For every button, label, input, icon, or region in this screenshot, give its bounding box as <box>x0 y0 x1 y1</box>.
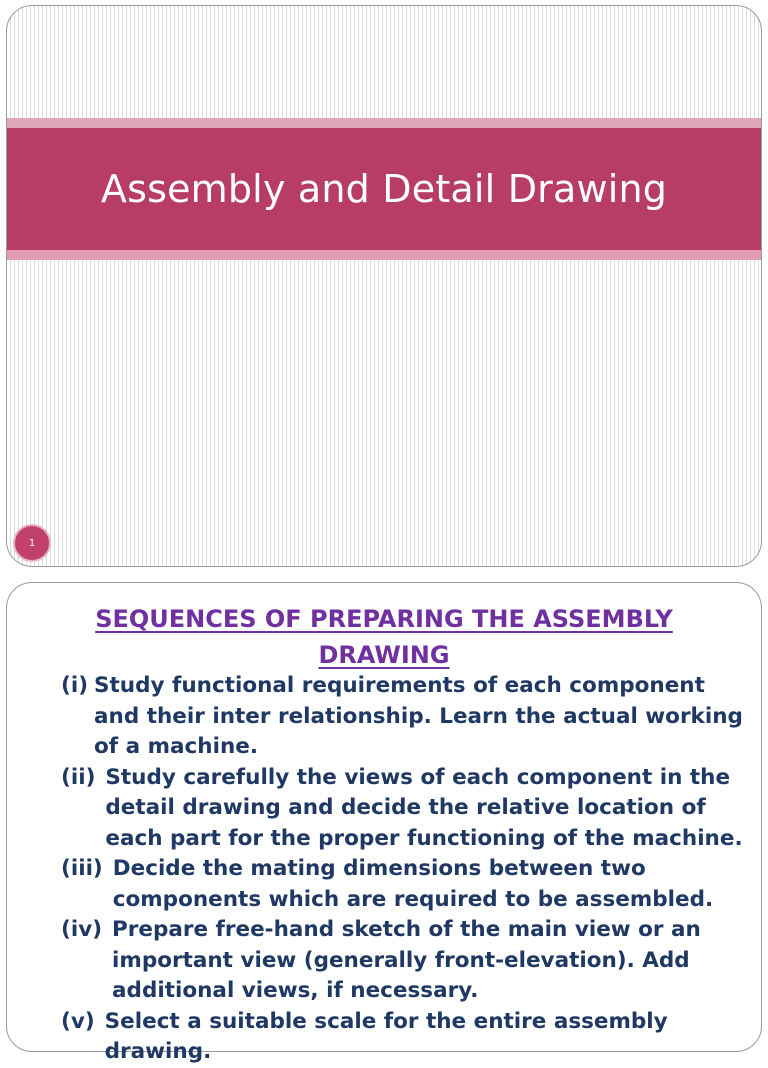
step-text: Study functional requirements of each component and their inter relationship. Learn the actual working of a machine. <box>94 673 743 759</box>
title-band-top-stripe <box>7 118 761 128</box>
slide-title: Assembly and Detail Drawing <box>100 167 668 211</box>
step-number: (ii) <box>61 764 96 790</box>
slide-heading-line-2: DRAWING <box>318 641 450 669</box>
step-number: (v) <box>61 1008 95 1034</box>
title-band <box>7 128 761 250</box>
list-item <box>61 1007 751 1068</box>
list-item <box>61 915 751 1007</box>
step-list <box>61 671 751 1068</box>
title-slide <box>6 5 762 567</box>
step-text: Decide the mating dimensions between two components which are required to be assembled. <box>112 856 714 912</box>
step-number: (iii) <box>61 856 103 881</box>
step-text: Select a suitable scale for the entire assembly drawing. <box>104 1008 668 1064</box>
step-number: (iv) <box>61 917 103 942</box>
slide-heading-line-1: SEQUENCES OF PREPARING THE ASSEMBLY <box>95 605 673 633</box>
title-band-bottom-stripe <box>7 250 761 260</box>
slide-heading <box>7 601 761 673</box>
slide-number-badge: 1 <box>13 524 51 562</box>
step-text: Prepare free-hand sketch of the main view or an important view (generally front-elevation). Add additional views, if necessary. <box>112 917 701 1003</box>
list-item <box>61 854 751 915</box>
step-number: (i) <box>61 673 89 698</box>
list-item <box>61 763 751 855</box>
content-slide <box>6 582 762 1064</box>
list-item <box>61 671 751 763</box>
step-text: Study carefully the views of each component in the detail drawing and decide the relative location of each part for the proper functioning of the machine. <box>105 764 743 851</box>
